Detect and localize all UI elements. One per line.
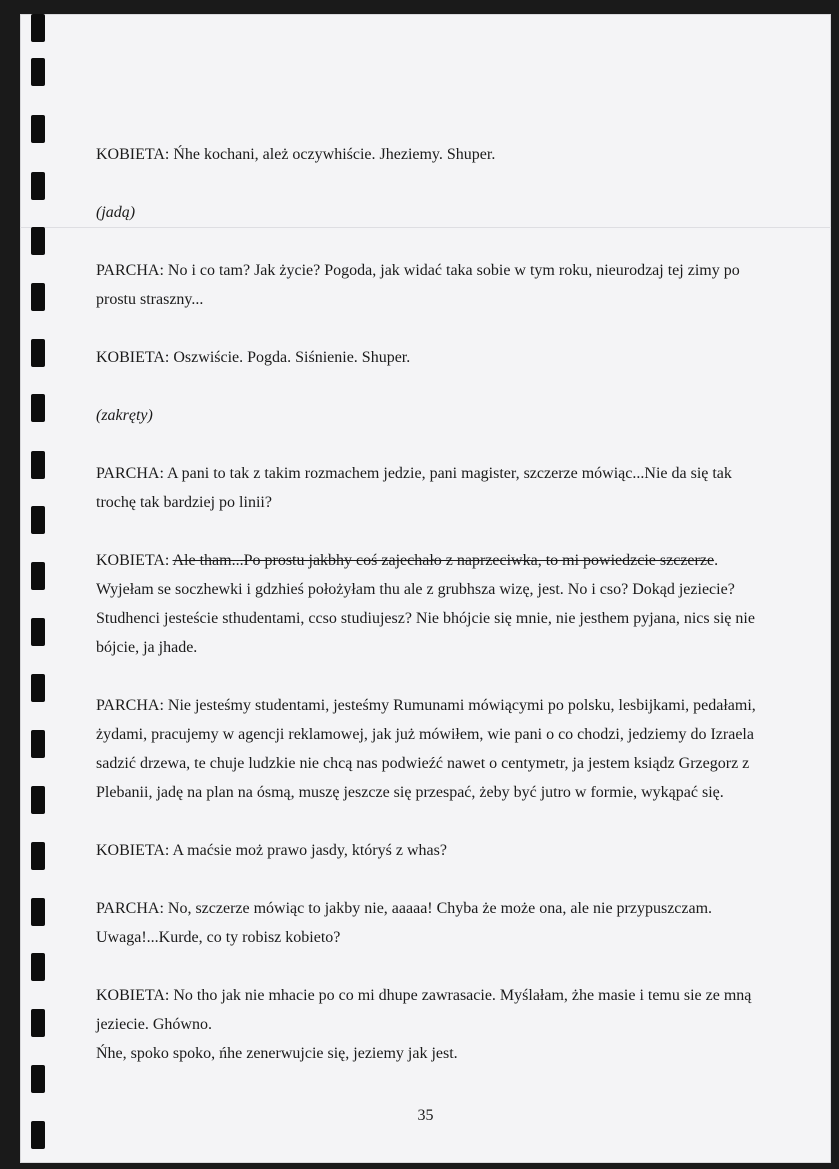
- dialogue-line: PARCHA: No i co tam? Jak życie? Pogoda, jak widać taka sobie w tym roku, nieurodzaj tej zimy po prostu straszny...: [96, 262, 740, 308]
- stage-direction: (jadą): [96, 204, 136, 221]
- dialogue-line: KOBIETA: A maćsie moż prawo jasdy, któryś z whas?: [96, 842, 447, 859]
- binding-hole: [31, 730, 45, 758]
- dialogue-line: KOBIETA: Ńhe kochani, ależ oczywhiście. Jheziemy. Shuper.: [96, 146, 496, 163]
- stage-direction: (zakręty): [96, 407, 153, 424]
- script-text: [96, 140, 766, 1068]
- binding-holes: [31, 0, 45, 1169]
- page-number: 35: [417, 1107, 434, 1124]
- binding-hole: [31, 283, 45, 311]
- binding-hole: [31, 953, 45, 981]
- speaker-label: KOBIETA:: [96, 552, 173, 569]
- struck-text: Ale tham...Po prostu jakbhy coś zajechało z naprzeciwka, to mi powiedzcie szczerze: [172, 552, 715, 569]
- binding-hole: [31, 58, 45, 86]
- binding-hole: [31, 14, 45, 42]
- binding-hole: [31, 115, 45, 143]
- dialogue-text: . Wyjełam se soczhewki i gdzhieś położyłam thu ale z grubhsza wizę, jest. No i cso? Dokąd jeziecie? Studhenci jesteście sthudentami, ccso studiujesz? Nie bhójcie się mnie, nie jesthem pyjana, nics się nie bójcie, ja jhade.: [96, 552, 755, 656]
- dialogue-line: PARCHA: Nie jesteśmy studentami, jesteśmy Rumunami mówiącymi po polsku, lesbijkami, pedałami, żydami, pracujemy w agencji reklamowej, jak już mówiłem, wie pani o co chodzi, jedziemy do Izraela sadzić drzewa, te chuje ludzkie nie chcą nas podwieźć nawet o centymetr, ja jestem ksiądz Grzegorz z Plebanii, jadę na plan na ósmą, muszę jeszcze się przespać, żeby być jutro w formie, wykąpać się.: [96, 697, 756, 801]
- binding-hole: [31, 562, 45, 590]
- binding-hole: [31, 1009, 45, 1037]
- binding-hole: [31, 506, 45, 534]
- binding-hole: [31, 227, 45, 255]
- binding-hole: [31, 1121, 45, 1149]
- binding-hole: [31, 172, 45, 200]
- binding-hole: [31, 339, 45, 367]
- binding-hole: [31, 786, 45, 814]
- dialogue-line: PARCHA: No, szczerze mówiąc to jakby nie, aaaaa! Chyba że może ona, ale nie przypuszczam. Uwaga!...Kurde, co ty robisz kobieto?: [96, 900, 713, 946]
- binding-hole: [31, 674, 45, 702]
- binding-hole: [31, 618, 45, 646]
- binding-hole: [31, 898, 45, 926]
- binding-hole: [31, 1065, 45, 1093]
- dialogue-line: KOBIETA: Oszwiście. Pogda. Siśnienie. Shuper.: [96, 349, 411, 366]
- binding-hole: [31, 451, 45, 479]
- dialogue-line: KOBIETA: No tho jak nie mhacie po co mi dhupe zawrasacie. Myślałam, żhe masie i temu sie ze mną jeziecie. Ghówno.: [96, 987, 752, 1033]
- binding-hole: [31, 394, 45, 422]
- dialogue-line: Ńhe, spoko spoko, ńhe zenerwujcie się, jeziemy jak jest.: [96, 1045, 458, 1062]
- dialogue-line: [96, 546, 766, 662]
- dialogue-line: PARCHA: A pani to tak z takim rozmachem jedzie, pani magister, szczerze mówiąc...Nie da się tak trochę tak bardziej po linii?: [96, 465, 732, 511]
- binding-hole: [31, 842, 45, 870]
